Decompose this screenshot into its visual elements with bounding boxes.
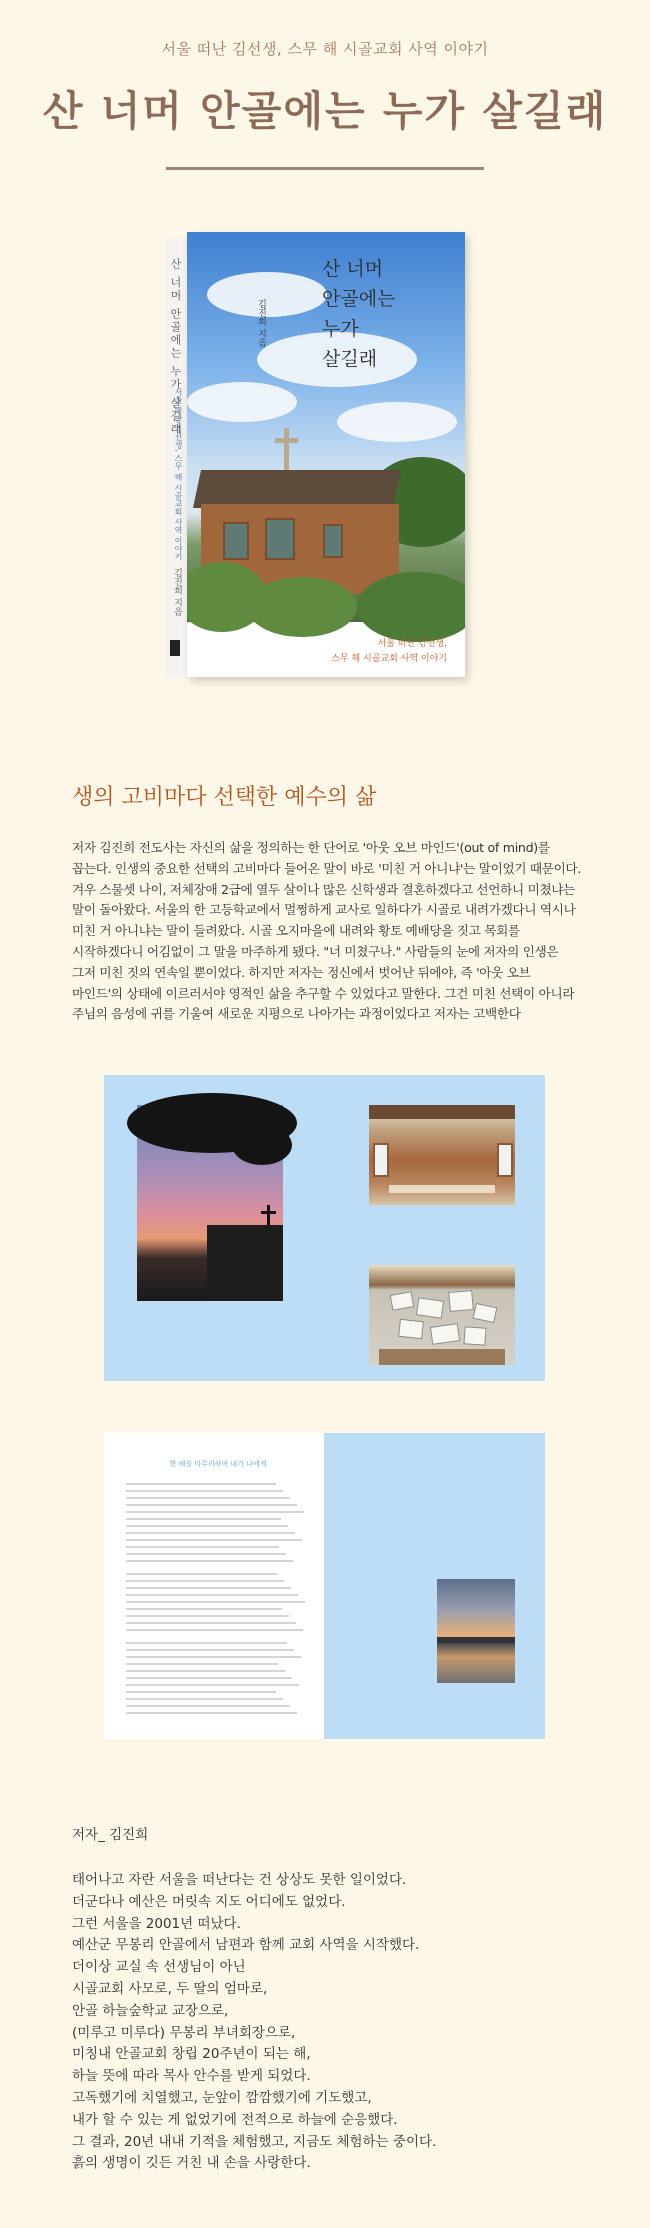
sunset-photo [137,1105,283,1301]
book-cover [187,232,465,677]
title-divider [166,167,484,170]
page-text-line [126,1663,278,1665]
page-text-line [126,1511,304,1513]
author-bio-line: 더이상 교실 속 선생님이 아닌 [72,1959,246,1976]
author-bio-line: 그 결과, 20년 내내 기적을 체험했고, 지금도 체험하는 중이다. [72,2133,437,2150]
author-bio [72,1870,592,2175]
spine-subtitle: 서울 떠난 김선생, 스무 해 시골교회 사역 이야기 [174,388,183,561]
inner-page-spread [104,1433,324,1739]
publisher-logo [170,640,180,656]
spine-author: 김진희 지음 [172,568,182,616]
page-text-line [126,1573,277,1575]
mural-photo [369,1265,515,1365]
section-body: 저자 김진희 전도사는 자신의 삶을 정의하는 한 단어로 '아웃 오브 마인드'(out of mind)를 꼽는다. 인생의 중요한 선택의 고비마다 들어온 말이 바로 '미친 거 아니냐'는 말이었기 때문이다. 겨우 스물셋 나이, 저체장애 2급에 열두 살이나 많은 신학생과 결혼하겠다고 선언하니 미쳤냐는 말이 돌아왔다. 서울의 한 고등학교에서 멀쩡하게 교사로 일하다가 시골로 내려가겠다니 역시나 미친 거 아니냐는 말이 들려왔다. 시골 오지마을에 내려와 황토 예배당을 짓고 목회를 시작하겠다니 어김없이 그 말을 마주하게 됐다. "너 미쳤구나." 사람들의 눈에 저자의 인생은 그저 미친 짓의 연속일 뿐이었다. 하지만 저자는 정신에서 벗어난 뒤에야, 즉 '아웃 오브 마인드'의 상태에 이르러서야 영적인 삶을 추구할 수 있었다고 말한다. 그건 미친 선택이 아니라 주님의 음성에 귀를 기울여 새로운 지평으로 나아가는 과정이었다고 저자는 고백한다 [72,840,582,1022]
author-bio-line: 내가 할 수 있는 게 없었기에 전적으로 하늘에 순응했다. [72,2111,398,2128]
page-text-line [126,1698,283,1700]
page-text-line [126,1705,290,1707]
author-label: 저자_ 김진희 [72,1827,149,1843]
page-text-line [126,1490,283,1492]
author-bio-line: 더군다나 예산은 머릿속 지도 어디에도 없었다. [72,1893,346,1910]
author-bio-line: 고독했기에 치열했고, 눈앞이 깜깜했기에 기도했고, [72,2089,372,2106]
lake-photo [437,1579,515,1683]
page-text-line [126,1539,302,1541]
author-bio-line: 미칭내 안골교회 창립 20주년이 되는 해, [72,2046,311,2063]
page-text-line [126,1525,288,1527]
page-text-line [126,1580,284,1582]
page-text-line [126,1670,285,1672]
page-text-line [126,1622,296,1624]
author-bio-line: 그런 서울을 2001년 떠났다. [72,1915,241,1932]
spine-title: 산 너머 안골에는 누가 살길래 [169,258,182,436]
page-text-line [126,1608,282,1610]
author-bio-line: 예산군 무봉리 안골에서 남편과 함께 교회 사역을 시작했다. [72,1937,420,1954]
author-bio-line: 안골 하늘숲학교 교장으로, [72,2002,229,2019]
page-text-line [126,1497,290,1499]
page-text-line [126,1615,289,1617]
page-text-line [126,1677,292,1679]
page-text-line [126,1642,287,1644]
page-text-line [126,1649,294,1651]
interior-photo [369,1105,515,1205]
page-text-line [126,1601,305,1603]
page-text-line [126,1712,297,1714]
section-heading: 생의 고비마다 선택한 예수의 삶 [72,785,377,810]
author-bio-line: (미루고 미루다) 무봉리 부녀회장으로, [72,2024,296,2041]
author-bio-line: 시골교회 사모로, 두 딸의 엄마로, [72,1980,268,1997]
author-bio-line: 흙의 생명이 깃든 거친 내 손을 사랑한다. [72,2155,311,2172]
page-text-line [126,1560,293,1562]
page-text-line [126,1691,276,1693]
page-text-line [126,1629,303,1631]
cover-tagline: 서울 떠난 김선생, 스무 해 시골교회 사역 이야기 [331,639,447,664]
page-text-line [126,1684,299,1686]
author-bio-line: 하늘 뜻에 따라 목사 안수를 받게 되었다. [72,2068,311,2085]
inner-page-heading: 한 해를 마무리하며 내가 나에게 [169,1460,267,1468]
book-image [165,232,465,677]
author-bio-line: 태어나고 자란 서울을 떠난다는 건 상상도 못한 일이었다. [72,1872,407,1888]
page-text-line [126,1504,297,1506]
cross-icon [284,428,289,472]
cover-author: 김진희 지음 [256,299,266,347]
photo-panel-1 [104,1075,545,1381]
page-text-line [126,1553,286,1555]
page-text-line [126,1594,298,1596]
page-text-line [126,1483,276,1485]
page-text-line [126,1587,291,1589]
book-spine [165,238,188,678]
page-text-line [126,1518,281,1520]
page-subtitle: 서울 떠난 김선생, 스무 해 시골교회 사역 이야기 [161,40,489,58]
page-text-line [126,1546,279,1548]
cover-title: 산 너머 안골에는 누가 살길래 [322,258,396,370]
page-text-line [126,1656,301,1658]
photo-panel-2 [104,1433,545,1739]
page-text-line [126,1532,295,1534]
page-title: 산 너머 안골에는 누가 살길래 [42,87,608,135]
